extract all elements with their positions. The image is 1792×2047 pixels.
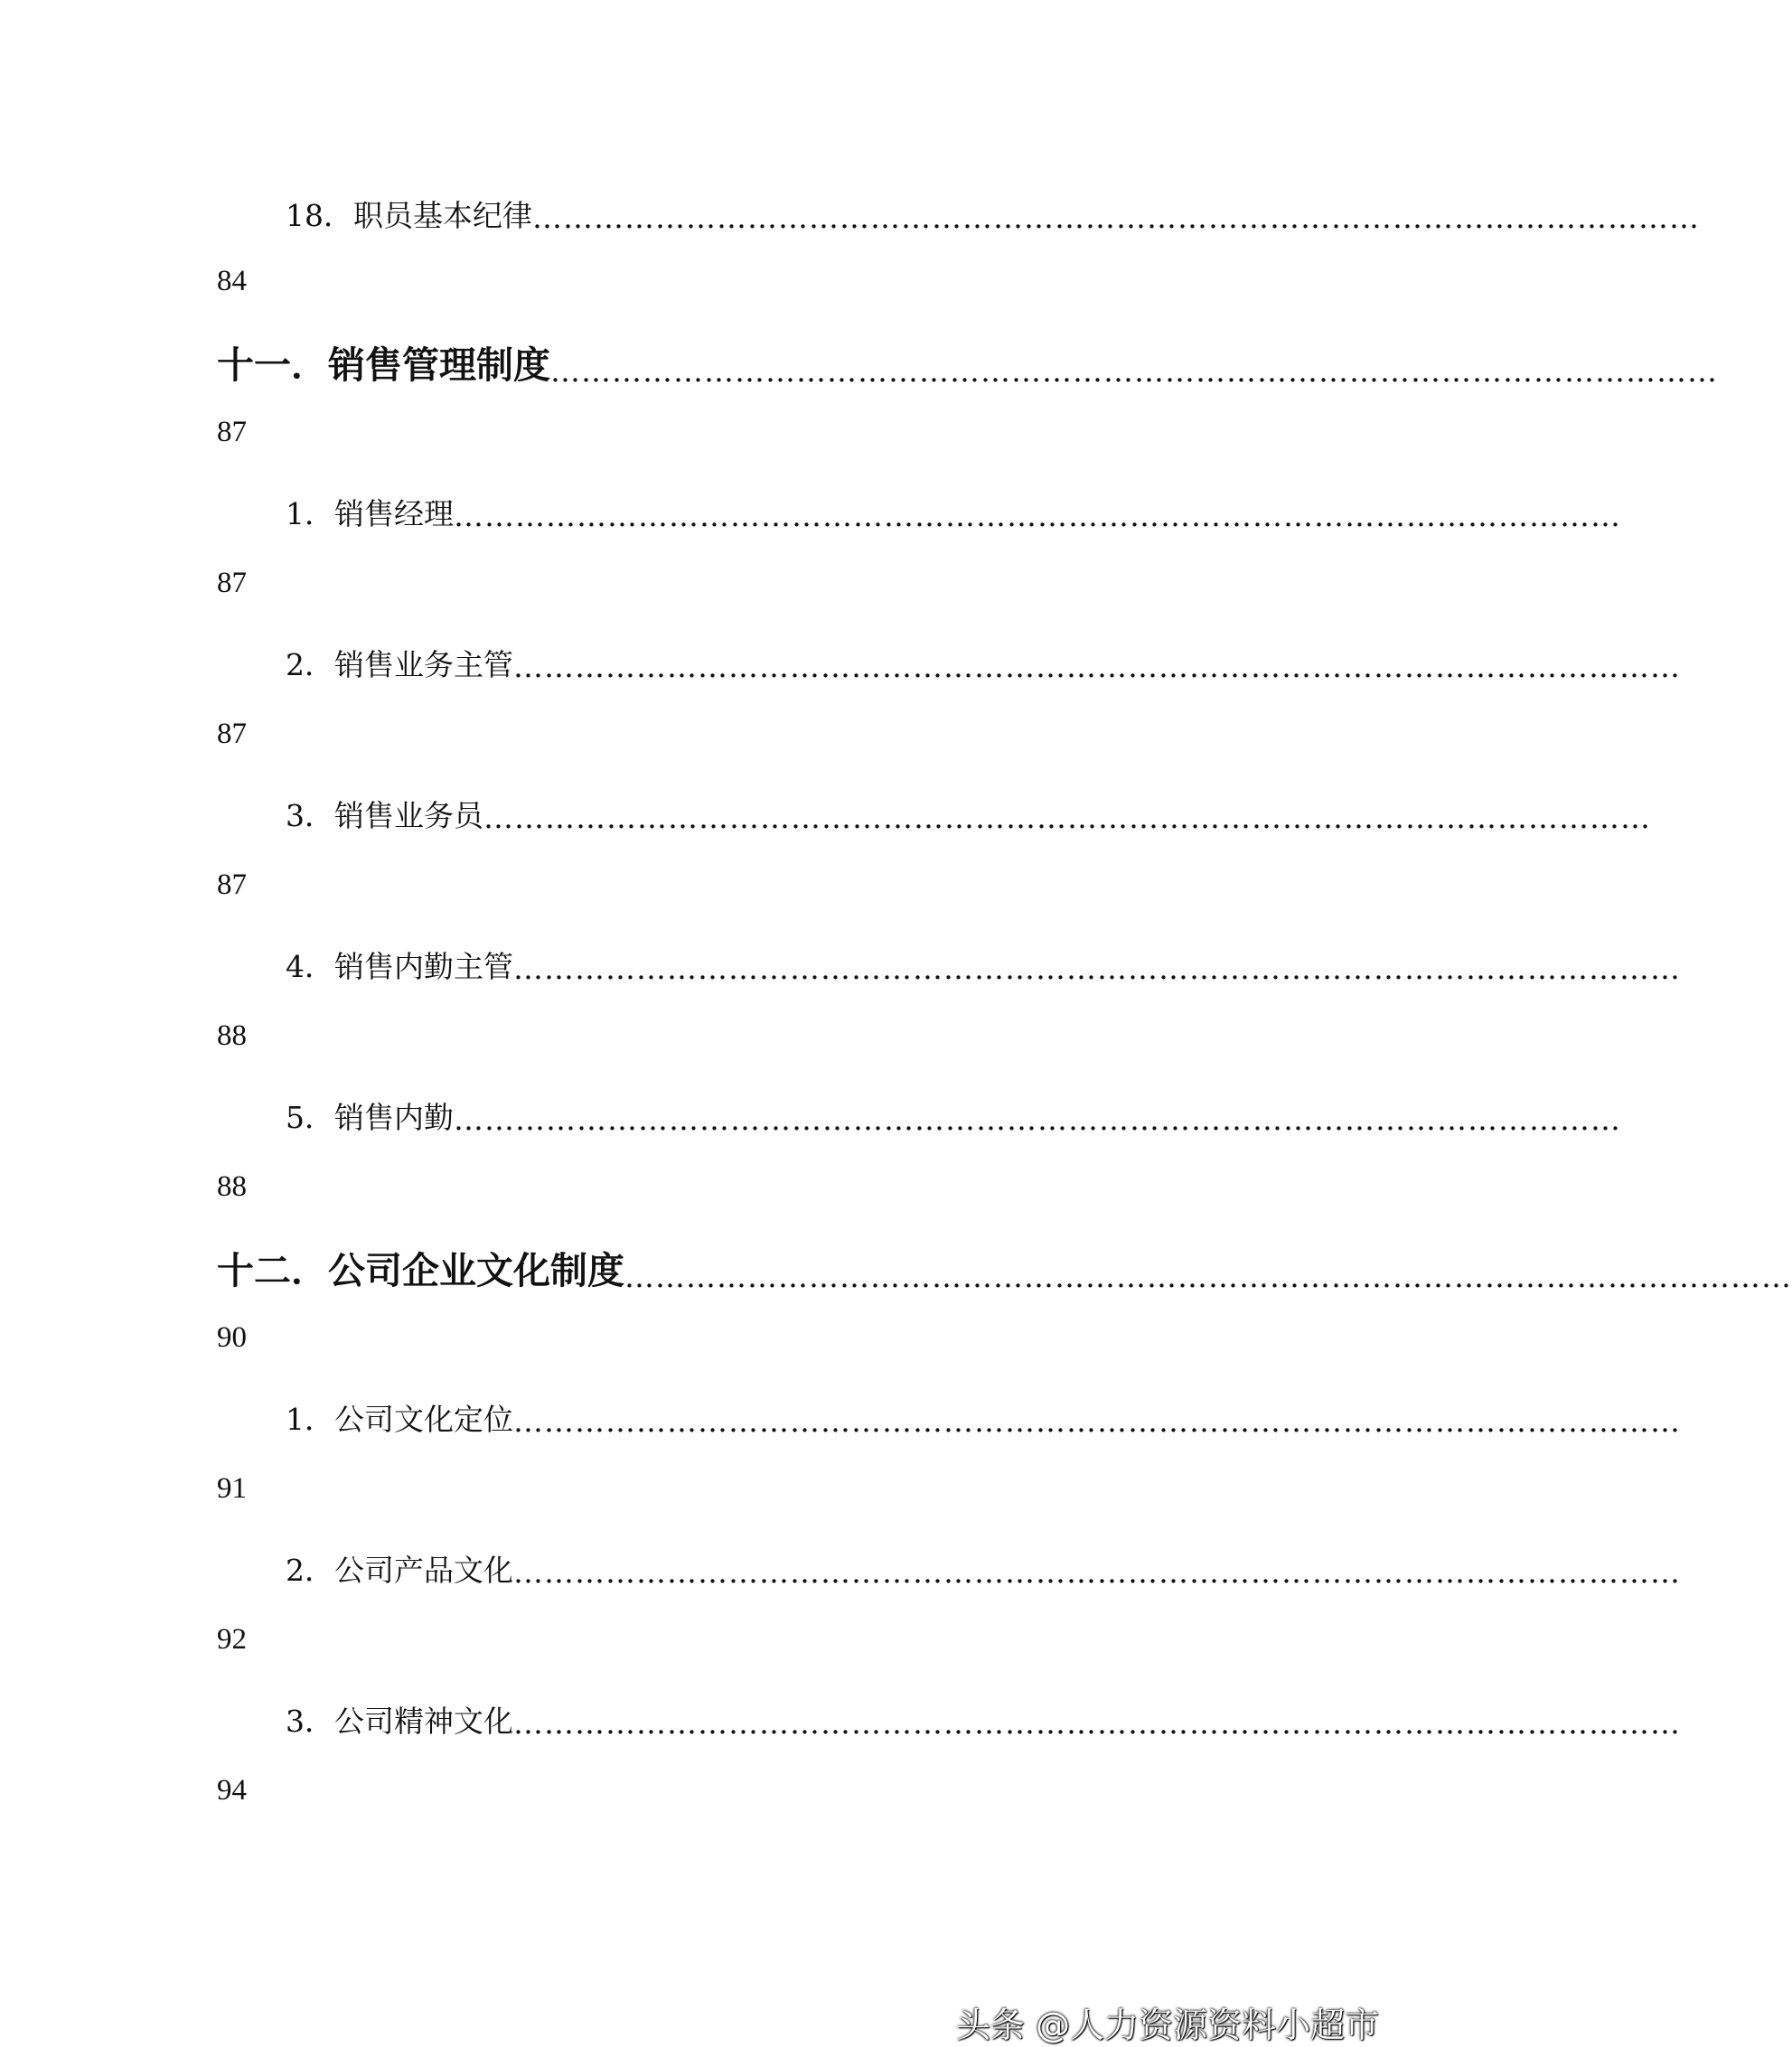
toc-page-number: 87	[217, 869, 247, 901]
toc-entry	[217, 630, 1681, 684]
dot-leader: ……………………………………………………………………………………………………	[550, 353, 1718, 389]
toc-entry	[217, 781, 1651, 835]
toc-entry	[217, 1385, 1681, 1439]
dot-leader: ……………………………………………………………………………………………………	[624, 1259, 1792, 1294]
dot-leader: ……………………………………………………………………………………………………	[483, 800, 1651, 835]
toc-entry-title: 3．销售业务员	[286, 798, 483, 833]
dot-leader: ……………………………………………………………………………………………………	[513, 649, 1681, 684]
toc-entry-title: 1．销售经理	[286, 496, 454, 531]
toc-entry-title: 4．销售内勤主管	[286, 949, 513, 984]
toc-entry	[217, 181, 1700, 235]
dot-leader: ……………………………………………………………………………………………………	[454, 498, 1621, 533]
dot-leader: ……………………………………………………………………………………………………	[513, 1705, 1681, 1741]
dot-leader: ……………………………………………………………………………………………………	[454, 1102, 1621, 1137]
toc-page-number: 87	[217, 567, 247, 599]
toc-entry-title: 十二．公司企业文化制度	[217, 1249, 624, 1292]
toc-section-heading	[217, 1240, 1792, 1294]
toc-page-number: 91	[217, 1472, 247, 1505]
toc-entry	[217, 1083, 1621, 1137]
toc-page-number: 87	[217, 416, 247, 448]
dot-leader: ……………………………………………………………………………………………………	[532, 200, 1700, 235]
toc-page-number: 92	[217, 1623, 247, 1656]
toc-entry	[217, 479, 1621, 533]
toc-entry-title: 18．职员基本纪律	[286, 198, 532, 233]
dot-leader: ……………………………………………………………………………………………………	[513, 1404, 1681, 1439]
dot-leader: ……………………………………………………………………………………………………	[513, 951, 1681, 986]
toc-page-number: 88	[217, 1170, 247, 1203]
toc-section-heading	[217, 334, 1718, 389]
toc-entry-title: 5．销售内勤	[286, 1100, 454, 1135]
toc-entry	[217, 1535, 1681, 1590]
toc-page-number: 88	[217, 1019, 247, 1052]
toc-page-number: 90	[217, 1321, 247, 1354]
toc-entry-title: 3．公司精神文化	[286, 1704, 513, 1739]
toc-page-number: 94	[217, 1774, 247, 1807]
toc-page-number: 84	[217, 265, 247, 297]
toc-entry-title: 2．公司产品文化	[286, 1553, 513, 1588]
toc-entry-title: 1．公司文化定位	[286, 1402, 513, 1437]
toc-entry-title: 十一．销售管理制度	[217, 343, 550, 387]
toc-entry	[217, 1686, 1681, 1741]
toc-entry-title: 2．销售业务主管	[286, 647, 513, 682]
dot-leader: ……………………………………………………………………………………………………	[513, 1554, 1681, 1590]
watermark: 头条 @人力资源资料小超市	[956, 2005, 1380, 2045]
toc-entry	[217, 932, 1681, 986]
toc-page-number: 87	[217, 718, 247, 750]
